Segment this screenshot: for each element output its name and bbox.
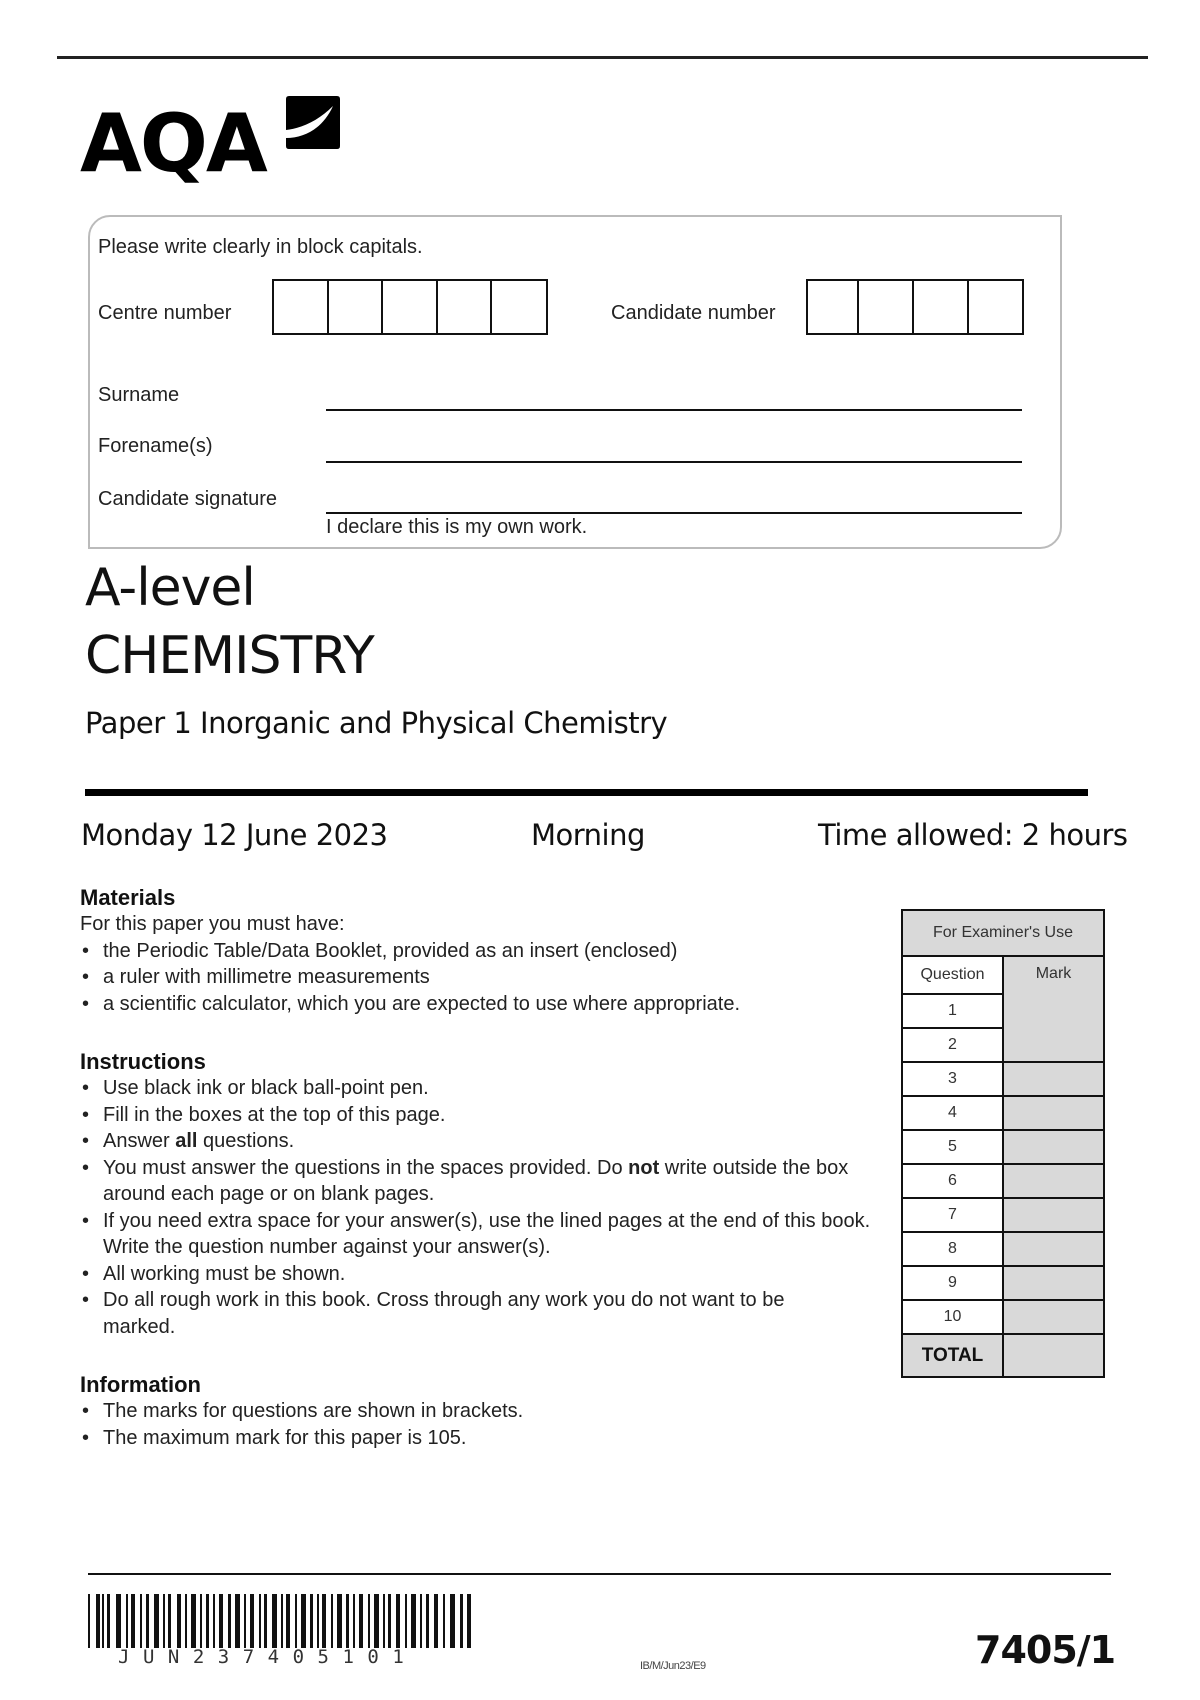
mark-cell bbox=[1003, 1096, 1104, 1130]
materials-section bbox=[80, 885, 880, 1017]
exam-session: Morning bbox=[531, 818, 645, 852]
candidate-number-digit-box[interactable] bbox=[859, 281, 914, 333]
top-rule bbox=[57, 56, 1148, 59]
barcode-number: JUN237405101 bbox=[118, 1646, 418, 1668]
question-number: 2 bbox=[902, 1028, 1003, 1062]
instruction-item: • Do all rough work in this book. Cross through any work you do not want to be marked. bbox=[80, 1287, 793, 1340]
time-allowed: Time allowed: 2 hours bbox=[818, 818, 1128, 852]
examiner-table-title: For Examiner's Use bbox=[902, 910, 1104, 956]
materials-item: • the Periodic Table/Data Booklet, provided as an insert (enclosed) bbox=[80, 938, 880, 965]
instruction-item: • Answer all questions. bbox=[80, 1128, 880, 1155]
question-number: 1 bbox=[902, 994, 1003, 1028]
footer-rule bbox=[88, 1573, 1111, 1575]
information-section bbox=[80, 1372, 880, 1451]
forenames-label: Forename(s) bbox=[98, 435, 213, 457]
centre-number-label: Centre number bbox=[98, 302, 232, 324]
mark-cell bbox=[1003, 1130, 1104, 1164]
information-list bbox=[80, 1398, 880, 1451]
information-item: • The marks for questions are shown in brackets. bbox=[80, 1398, 880, 1425]
candidate-number-digit-box[interactable] bbox=[808, 281, 859, 333]
question-number: 3 bbox=[902, 1062, 1003, 1096]
signature-label: Candidate signature bbox=[98, 488, 278, 510]
instructions-heading: Instructions bbox=[80, 1049, 206, 1074]
instruction-item: • All working must be shown. bbox=[80, 1261, 880, 1288]
materials-list bbox=[80, 938, 880, 1018]
paper-code: 7405/1 bbox=[975, 1628, 1116, 1672]
surname-label: Surname bbox=[98, 384, 180, 406]
candidate-number-digit-box[interactable] bbox=[969, 281, 1022, 333]
instructions-list bbox=[80, 1075, 880, 1340]
question-column-header: Question bbox=[902, 956, 1003, 994]
subject-title: CHEMISTRY bbox=[85, 626, 374, 686]
surname-field[interactable] bbox=[326, 409, 1022, 411]
examiner-use-table bbox=[901, 909, 1105, 1378]
declaration-text: I declare this is my own work. bbox=[326, 516, 588, 538]
total-label: TOTAL bbox=[902, 1334, 1003, 1377]
materials-item: • a ruler with millimetre measurements bbox=[80, 964, 880, 991]
question-number: 5 bbox=[902, 1130, 1003, 1164]
question-number: 4 bbox=[902, 1096, 1003, 1130]
centre-number-digit-box[interactable] bbox=[329, 281, 384, 333]
question-number: 6 bbox=[902, 1164, 1003, 1198]
block-capitals-instruction: Please write clearly in block capitals. bbox=[98, 236, 423, 258]
mark-cell bbox=[1003, 1266, 1104, 1300]
mark-cell bbox=[1003, 1164, 1104, 1198]
instructions-section bbox=[80, 1049, 880, 1340]
mark-column-header: Mark bbox=[1003, 956, 1104, 1062]
materials-heading: Materials bbox=[80, 885, 176, 910]
information-heading: Information bbox=[80, 1372, 201, 1397]
title-divider bbox=[85, 789, 1088, 796]
mark-cell bbox=[1003, 1198, 1104, 1232]
mark-cell bbox=[1003, 1232, 1104, 1266]
candidate-number-field[interactable] bbox=[806, 279, 1024, 335]
question-number: 8 bbox=[902, 1232, 1003, 1266]
qualification-level: A-level bbox=[85, 558, 255, 618]
forenames-field[interactable] bbox=[326, 461, 1022, 463]
centre-number-digit-box[interactable] bbox=[274, 281, 329, 333]
instruction-item: • Use black ink or black ball-point pen. bbox=[80, 1075, 880, 1102]
barcode-icon bbox=[88, 1594, 473, 1648]
candidate-number-digit-box[interactable] bbox=[914, 281, 969, 333]
centre-number-field[interactable] bbox=[272, 279, 548, 335]
mark-cell bbox=[1003, 1062, 1104, 1096]
document-reference: IB/M/Jun23/E9 bbox=[640, 1660, 706, 1672]
question-number: 9 bbox=[902, 1266, 1003, 1300]
centre-number-digit-box[interactable] bbox=[492, 281, 546, 333]
centre-number-digit-box[interactable] bbox=[438, 281, 493, 333]
information-item: • The maximum mark for this paper is 105. bbox=[80, 1425, 880, 1452]
paper-title: Paper 1 Inorganic and Physical Chemistry bbox=[85, 706, 668, 740]
instruction-item: • If you need extra space for your answer(s), use the lined pages at the end of this book. Write the question number against your answer(s). bbox=[80, 1208, 873, 1261]
materials-item: • a scientific calculator, which you are expected to use where appropriate. bbox=[80, 991, 880, 1018]
instruction-item: • You must answer the questions in the spaces provided. Do not write outside the box around each page or on blank pages. bbox=[80, 1155, 873, 1208]
aqa-leaf-icon bbox=[285, 94, 341, 152]
candidate-number-label: Candidate number bbox=[611, 302, 776, 324]
instruction-item: • Fill in the boxes at the top of this page. bbox=[80, 1102, 880, 1129]
aqa-logo bbox=[80, 92, 350, 188]
mark-cell bbox=[1003, 1300, 1104, 1334]
exam-date: Monday 12 June 2023 bbox=[81, 818, 388, 852]
signature-field[interactable] bbox=[326, 512, 1022, 514]
centre-number-digit-box[interactable] bbox=[383, 281, 438, 333]
logo-text: AQA bbox=[80, 97, 266, 190]
question-number: 7 bbox=[902, 1198, 1003, 1232]
total-mark-cell bbox=[1003, 1334, 1104, 1377]
materials-intro: For this paper you must have: bbox=[80, 913, 345, 935]
question-number: 10 bbox=[902, 1300, 1003, 1334]
